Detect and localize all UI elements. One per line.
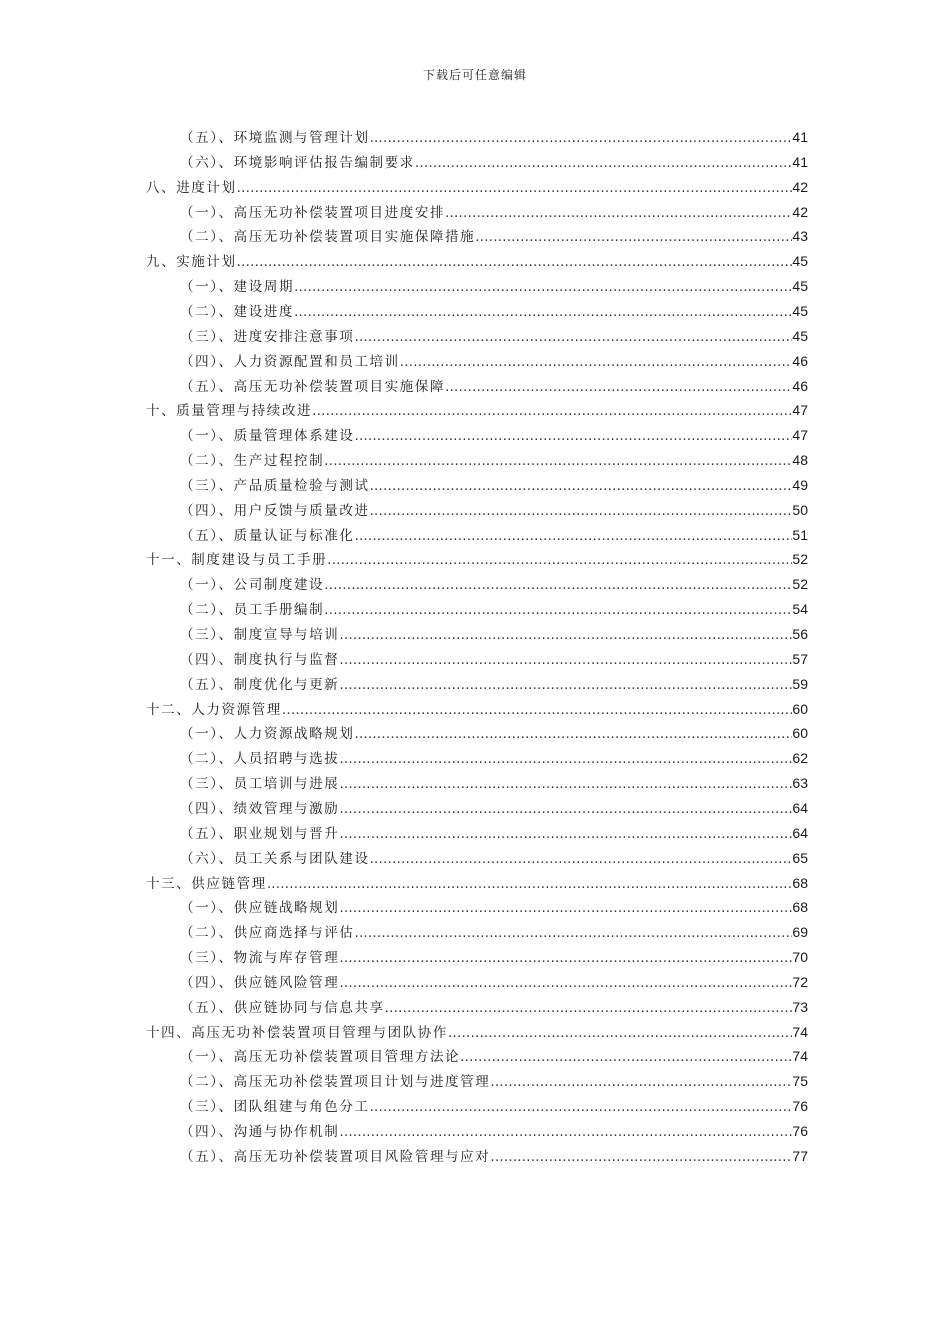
toc-entry[interactable] [146,697,808,722]
toc-entry[interactable] [146,1020,808,1045]
toc-entry-page-number: 74 [792,1048,808,1065]
toc-dot-leader [490,1145,792,1170]
toc-entry-page-number: 42 [792,178,808,195]
toc-dot-leader [370,474,793,499]
toc-entry[interactable] [180,846,808,871]
toc-dot-leader [339,1120,792,1145]
toc-entry-title: （四）、用户反馈与质量改进 [180,502,370,519]
toc-entry-page-number: 47 [792,427,808,444]
toc-entry[interactable] [180,771,808,796]
toc-entry-title: （一）、高压无功补偿装置项目进度安排 [180,204,446,221]
toc-entry-title: （三）、团队组建与角色分工 [180,1099,370,1116]
toc-entry-title: （三）、制度宣导与培训 [180,627,340,643]
toc-entry-title: （五）、环境监测与管理计划 [180,130,370,146]
toc-entry[interactable] [180,324,808,349]
toc-dot-leader [324,449,792,474]
toc-entry-page-number: 57 [792,650,808,667]
toc-entry-page-number: 76 [792,1098,808,1115]
toc-entry-page-number: 52 [792,576,808,593]
toc-entry-title: （一）、建设周期 [180,279,295,296]
toc-entry[interactable] [180,1094,808,1119]
toc-entry[interactable] [180,721,808,746]
toc-entry[interactable] [180,523,808,548]
toc-entry-page-number: 43 [792,228,808,245]
toc-dot-leader [385,996,793,1021]
toc-dot-leader [327,548,792,573]
toc-entry[interactable] [180,597,808,622]
toc-entry-page-number: 65 [792,849,808,866]
toc-dot-leader [324,573,792,598]
toc-entry-title: 十四、高压无功补偿装置项目管理与团队协作 [146,1024,448,1041]
toc-entry-title: 十、质量管理与持续改进 [146,403,313,420]
toc-dot-leader [339,747,792,772]
toc-dot-leader [267,872,793,897]
toc-entry-title: （三）、员工培训与进展 [180,776,340,793]
toc-dot-leader [445,201,792,226]
toc-dot-leader [339,648,792,673]
toc-entry-title: （二）、员工手册编制 [180,602,325,619]
toc-entry-title: （一）、公司制度建设 [180,577,325,594]
page-header: 下载后可任意编辑 [422,68,527,82]
toc-entry-page-number: 48 [792,452,808,469]
toc-dot-leader [354,921,792,946]
toc-entry[interactable] [180,498,808,523]
toc-entry[interactable] [146,547,808,572]
toc-entry-page-number: 63 [792,775,808,792]
toc-entry-page-number: 45 [792,278,808,295]
toc-entry[interactable] [180,746,808,771]
toc-dot-leader [354,325,792,350]
toc-entry-title: （五）、制度优化与更新 [180,676,340,693]
toc-entry-page-number: 50 [792,501,808,518]
toc-entry-page-number: 45 [792,253,808,270]
toc-dot-leader [490,1070,792,1095]
toc-dot-leader [370,847,793,872]
toc-dot-leader [237,250,793,275]
toc-dot-leader [339,946,792,971]
toc-entry-title: （五）、高压无功补偿装置项目实施保障 [180,378,446,395]
toc-dot-leader [339,673,792,698]
toc-dot-leader [354,524,792,549]
toc-entry-title: （五）、职业规划与晋升 [180,825,340,842]
toc-entry-title: 九、实施计划 [146,254,237,271]
toc-entry-page-number: 42 [792,203,808,220]
toc-entry-page-number: 75 [792,1073,808,1090]
toc-entry[interactable] [180,473,808,498]
toc-entry-title: （四）、制度执行与监督 [180,651,340,668]
toc-entry[interactable] [180,299,808,324]
toc-dot-leader [339,772,792,797]
toc-dot-leader [294,275,792,300]
toc-entry-title: 十三、供应链管理 [146,875,267,892]
toc-entry-page-number: 64 [792,824,808,841]
toc-entry-page-number: 41 [792,153,808,170]
toc-entry[interactable] [180,796,808,821]
toc-entry-title: （二）、供应商选择与评估 [180,925,355,942]
toc-dot-leader [460,1045,792,1070]
toc-entry-page-number: 74 [792,1023,808,1040]
toc-entry-page-number: 56 [792,626,808,642]
toc-entry[interactable] [180,970,808,995]
toc-entry-page-number: 68 [792,874,808,891]
toc-entry[interactable] [180,672,808,697]
toc-entry-title: （二）、生产过程控制 [180,453,325,470]
toc-entry-title: （五）、供应链协同与信息共享 [180,999,385,1016]
toc-entry-title: （一）、人力资源战略规划 [180,726,355,743]
toc-dot-leader [475,225,792,250]
toc-entry-page-number: 45 [792,302,808,319]
toc-dot-leader [445,375,792,400]
toc-entry-page-number: 73 [792,998,808,1015]
toc-entry-page-number: 59 [792,675,808,692]
toc-entry-page-number: 54 [792,601,808,618]
toc-entry-page-number: 64 [792,799,808,816]
toc-entry-title: （五）、高压无功补偿装置项目风险管理与应对 [180,1148,491,1165]
toc-entry[interactable] [180,200,808,225]
toc-entry[interactable] [180,647,808,672]
toc-entry-title: （二）、建设进度 [180,303,295,320]
toc-entry-title: （四）、沟通与协作机制 [180,1124,340,1140]
toc-entry[interactable] [180,1144,808,1169]
toc-entry-title: （五）、质量认证与标准化 [180,527,355,544]
toc-dot-leader [400,350,793,375]
toc-entry-page-number: 77 [792,1147,808,1164]
toc-entry-page-number: 72 [792,973,808,990]
toc-entry-title: （四）、绩效管理与激励 [180,800,340,817]
toc-entry[interactable] [180,821,808,846]
toc-entry-title: （六）、员工关系与团队建设 [180,850,370,867]
toc-entry[interactable] [146,398,808,423]
toc-entry[interactable] [180,920,808,945]
toc-dot-leader [237,176,793,201]
toc-dot-leader [354,424,792,449]
toc-entry[interactable] [146,249,808,274]
toc-entry-title: （四）、人力资源配置和员工培训 [180,353,400,370]
toc-dot-leader [415,151,793,176]
toc-dot-leader [324,598,792,623]
toc-entry[interactable] [180,622,808,647]
toc-entry-page-number: 60 [792,700,808,717]
toc-entry-page-number: 41 [792,129,808,145]
toc-entry-title: （一）、质量管理体系建设 [180,428,355,445]
toc-entry[interactable] [146,871,808,896]
toc-entry-page-number: 70 [792,949,808,966]
toc-entry-page-number: 60 [792,725,808,742]
toc-entry[interactable] [180,945,808,970]
toc-entry[interactable] [180,150,808,175]
toc-entry[interactable] [180,1119,808,1144]
toc-entry[interactable] [180,895,808,920]
toc-entry-page-number: 68 [792,899,808,916]
toc-entry-page-number: 69 [792,924,808,941]
toc-dot-leader [294,300,792,325]
toc-entry-page-number: 76 [792,1123,808,1139]
toc-entry-title: （二）、人员招聘与选拔 [180,751,340,768]
toc-dot-leader [370,126,793,151]
toc-entry-title: 十二、人力资源管理 [146,701,282,718]
toc-entry-title: （六）、环境影响评估报告编制要求 [180,154,415,171]
toc-entry-title: （三）、物流与库存管理 [180,950,340,967]
toc-dot-leader [312,399,792,424]
toc-entry[interactable] [180,125,808,150]
toc-entry-page-number: 62 [792,750,808,767]
toc-entry-title: （二）、高压无功补偿装置项目计划与进度管理 [180,1074,491,1091]
toc-dot-leader [370,1095,793,1120]
toc-entry-title: 八、进度计划 [146,179,237,196]
toc-entry-title: （三）、产品质量检验与测试 [180,477,370,494]
toc-entry[interactable] [180,274,808,299]
toc-entry-page-number: 47 [792,402,808,419]
toc-entry-title: （二）、高压无功补偿装置项目实施保障措施 [180,229,476,246]
toc-entry[interactable] [180,423,808,448]
toc-entry-page-number: 46 [792,377,808,394]
toc-dot-leader [282,698,793,723]
toc-dot-leader [339,797,792,822]
toc-entry-page-number: 46 [792,352,808,369]
toc-dot-leader [339,896,792,921]
toc-entry-page-number: 45 [792,327,808,344]
toc-entry[interactable] [180,572,808,597]
toc-dot-leader [339,971,792,996]
toc-entry[interactable] [180,1044,808,1069]
toc-entry[interactable] [180,995,808,1020]
toc-entry[interactable] [146,175,808,200]
toc-entry-title: 十一、制度建设与员工手册 [146,552,328,569]
toc-entry[interactable] [180,448,808,473]
toc-entry-page-number: 52 [792,551,808,568]
toc-dot-leader [354,722,792,747]
toc-entry-title: （三）、进度安排注意事项 [180,328,355,345]
toc-entry-title: （一）、高压无功补偿装置项目管理方法论 [180,1049,461,1066]
toc-dot-leader [448,1021,792,1046]
toc-dot-leader [370,499,793,524]
toc-entry[interactable] [180,349,808,374]
toc-entry[interactable] [180,224,808,249]
toc-entry-title: （一）、供应链战略规划 [180,900,340,917]
toc-entry[interactable] [180,1069,808,1094]
toc-entry-page-number: 49 [792,476,808,493]
toc-entry-title: （四）、供应链风险管理 [180,974,340,991]
toc-entry[interactable] [180,374,808,399]
toc-dot-leader [339,623,792,648]
toc-entry-page-number: 51 [792,526,808,543]
toc-dot-leader [339,822,792,847]
